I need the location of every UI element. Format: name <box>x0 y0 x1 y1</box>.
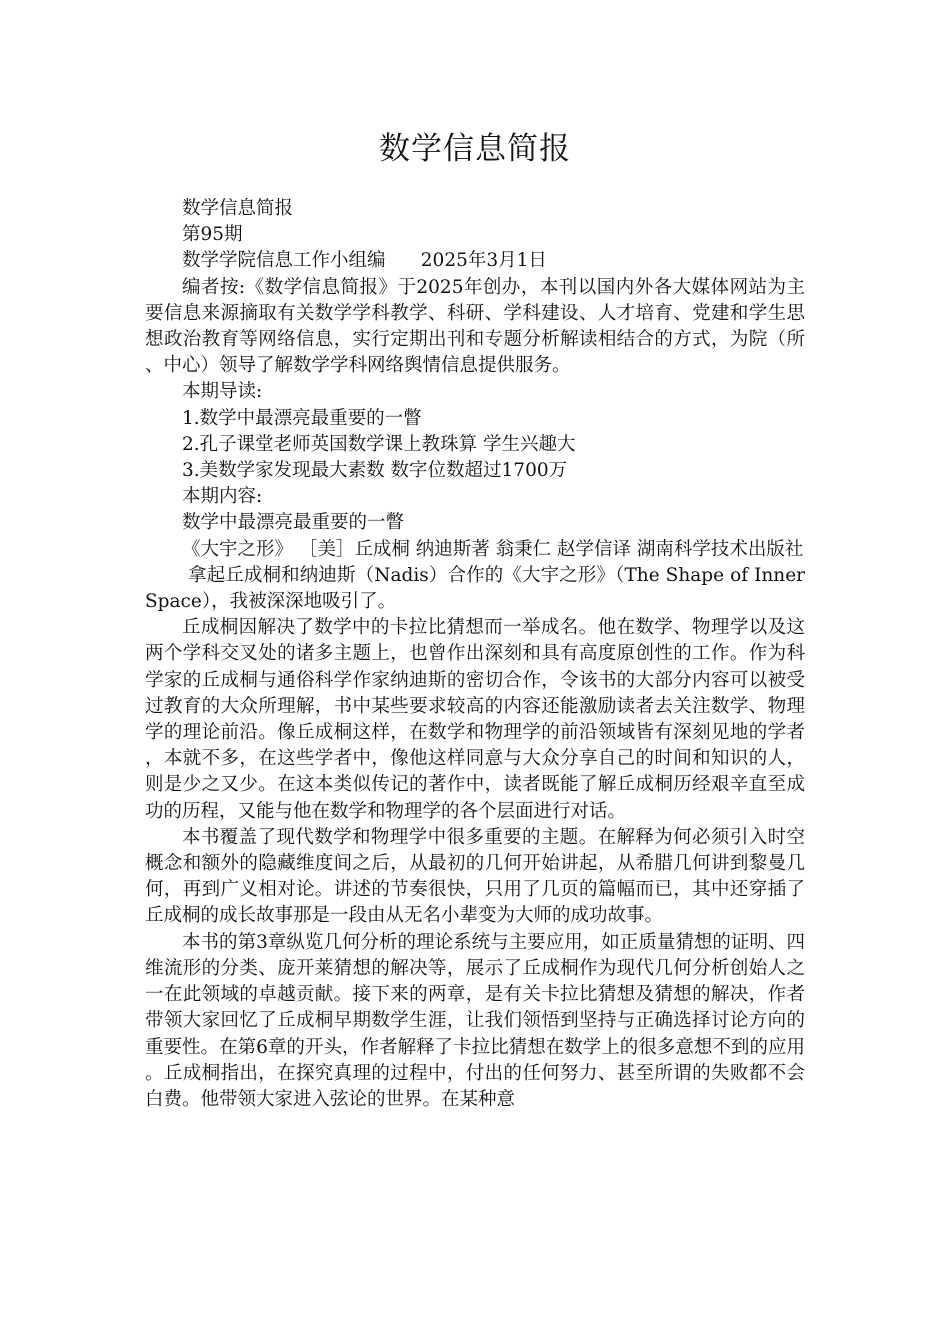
guide-item: 3.美数学家发现最大素数 数字位数超过1700万 <box>182 460 568 482</box>
article-paragraph: 拿起丘成桐和纳迪斯（Nadis）合作的《大宇之形》（The Shape of Inner Space），我被深深地吸引了。 <box>145 564 811 613</box>
guide-item: 1.数学中最漂亮最重要的一瞥 <box>182 407 422 429</box>
document-title: 数学信息简报 <box>379 131 571 167</box>
article-paragraph: 本书覆盖了现代数学和物理学中很多重要的主题。在解释为何必须引入时空概念和额外的隐藏维度间之后，从最初的几何开始讲起，从希腊几何讲到黎曼几何，再到广义相对论。讲述的节奏很快，只用了几页的篇幅而已，其中还穿插了丘成桐的成长故事那是一段由从无名小辈变为大师的成功故事。 <box>145 826 805 927</box>
editor-note: 编者按:《数学信息简报》于2025年创办，本刊以国内外各大媒体网站为主要信息来源摘取有关数学学科教学、科研、学科建设、人才培育、党建和学生思想政治教育等网络信息，实行定期出刊和专题分析解读相结合的方式，为院（所、中心）领导了解数学学科网络舆情信息提供服务。 <box>145 276 805 377</box>
article-paragraph: 本书的第3章纵览几何分析的理论系统与主要应用，如正质量猜想的证明、四维流形的分类、庞开莱猜想的解决等，展示了丘成桐作为现代几何分析创始人之一在此领域的卓越贡献。接下来的两章，是有关卡拉比猜想及猜想的解决，作者带领大家回忆了丘成桐早期数学生涯，让我们领悟到坚持与正确选择讨论方向的重要性。在第6章的开头，作者解释了卡拉比猜想在数学上的很多意想不到的应用。丘成桐指出，在探究真理的过程中，付出的任何努力、甚至所谓的失败都不会白费。他带领大家进入弦论的世界。在某种意 <box>145 931 805 1110</box>
article-paragraph: 丘成桐因解决了数学中的卡拉比猜想而一举成名。他在数学、物理学以及这两个学科交叉处的诸多主题上，也曾作出深刻和具有高度原创性的工作。作为科学家的丘成桐与通俗科学作家纳迪斯的密切合作，令该书的大部分内容可以被受过教育的大众所理解，书中某些要求较高的内容还能激励读者去关注数学、物理学的理论前沿。像丘成桐这样，在数学和物理学的前沿领域皆有深刻见地的学者，本就不多，在这些学者中，像他这样同意与大众分享自己的时间和知识的人，则是少之又少。在这本类似传记的著作中，读者既能了解丘成桐历经艰辛直至成功的历程，又能与他在数学和物理学的各个层面进行对话。 <box>145 617 805 822</box>
guide-item: 2.孔子课堂老师英国数学课上教珠算 学生兴趣大 <box>182 433 576 455</box>
content-heading: 本期内容: <box>182 486 263 508</box>
article-book-info: 《大宇之形》 ［美］丘成桐 纳迪斯著 翁秉仁 赵学信译 湖南科学技术出版社 <box>182 538 804 560</box>
masthead-name: 数学信息简报 <box>182 198 294 219</box>
guide-heading: 本期导读: <box>182 381 263 403</box>
article-title: 数学中最漂亮最重要的一瞥 <box>182 512 405 534</box>
masthead-issue: 第95期 <box>182 224 243 246</box>
document-body <box>145 196 811 1113</box>
masthead-editor-date: 数学学院信息工作小组编 2025年3月1日 <box>182 250 547 272</box>
